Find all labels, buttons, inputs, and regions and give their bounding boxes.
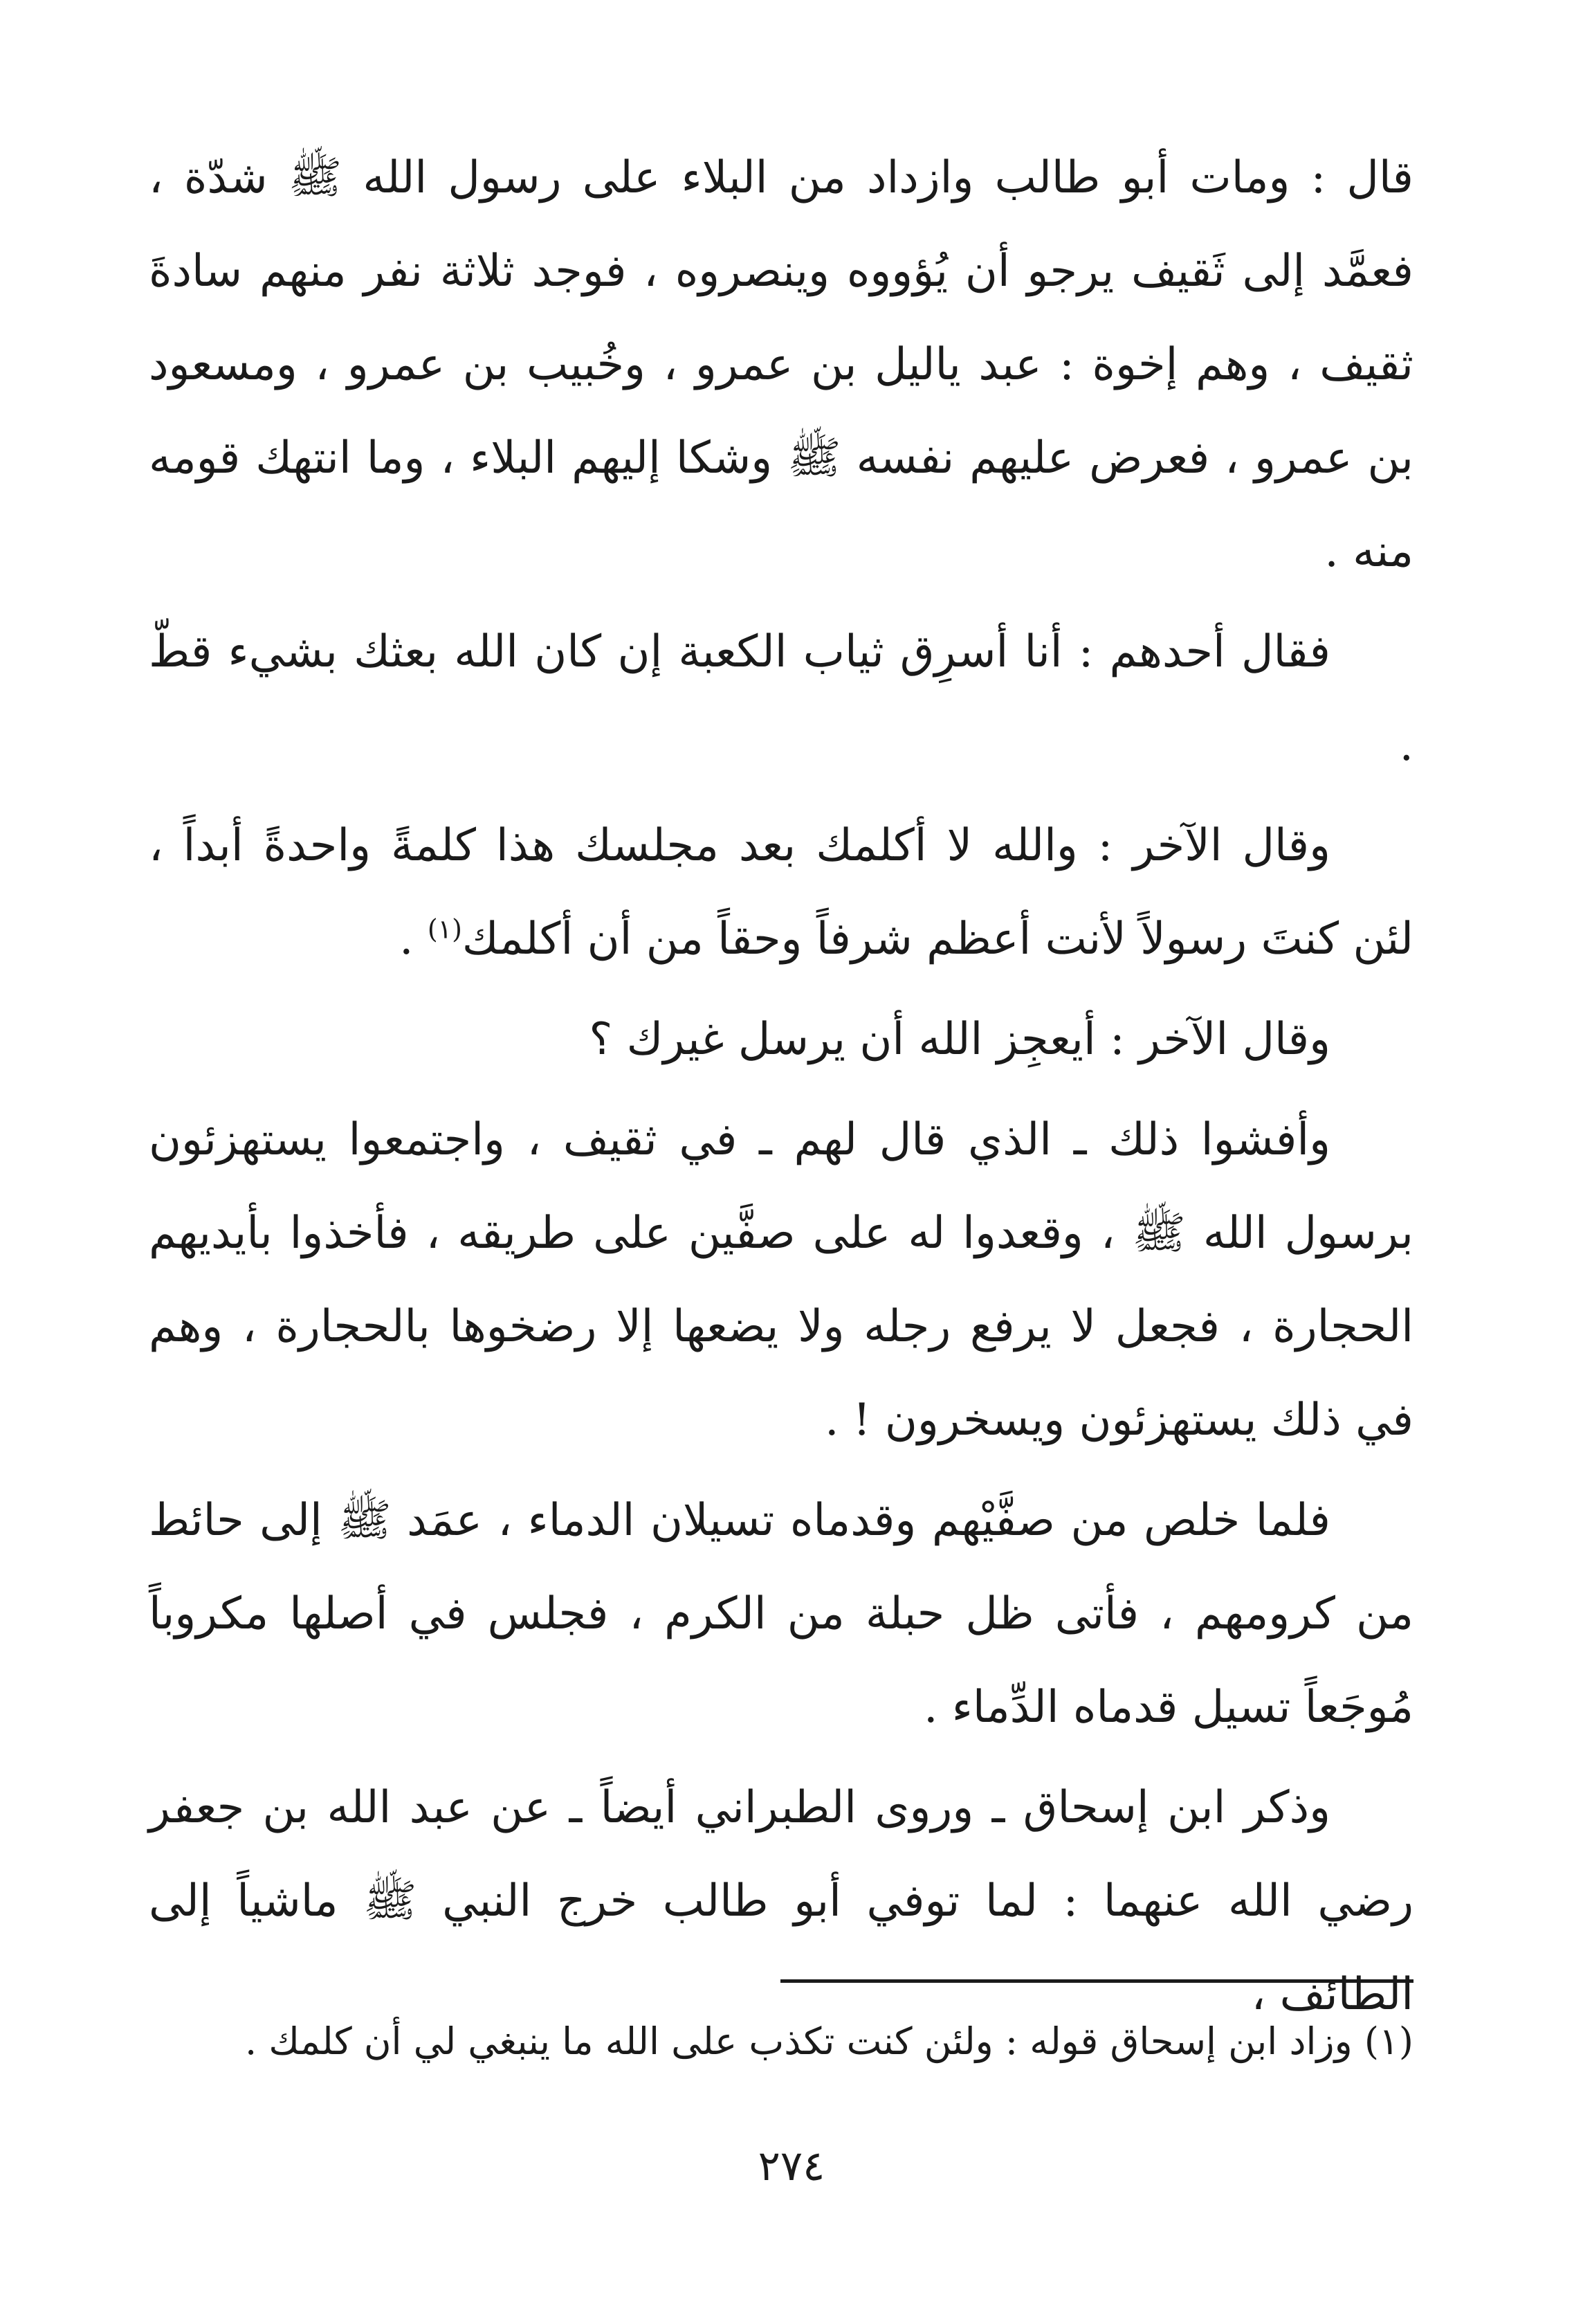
paragraph: وأفشوا ذلك ـ الذي قال لهم ـ في ثقيف ، واجتمعوا يستهزئون برسول الله ﷺ ، وقعدوا له على صفَّين على طريقه ، فأخذوا بأيديهم الحجارة ، فجعل لا يرفع رجله ولا يضعها إلا رضخوها بالحجارة ، وهم في ذلك يستهزئون ويسخرون ! .: [149, 1114, 1414, 1446]
paragraph: وذكر ابن إسحاق ـ وروى الطبراني أيضاً ـ عن عبد الله بن جعفر رضي الله عنهما : لما توفي أبو طالب خرج النبي ﷺ ماشياً إلى الطائف ،: [149, 1782, 1413, 2020]
paragraph: وقال الآخر : أيعجِز الله أن يرسل غيرك ؟: [589, 1014, 1330, 1065]
paragraph: فلما خلص من صفَّيْهم وقدماه تسيلان الدماء ، عمَد ﷺ إلى حائط من كرومهم ، فأتى ظل حبلة من الكرم ، فجلس في أصلها مكروباً مُوجَعاً تسيل قدماه الدِّماء .: [149, 1495, 1413, 1733]
page-number: ٢٧٤: [758, 2142, 825, 2190]
paragraph: [149, 799, 1413, 986]
paragraph: قال : ومات أبو طالب وازداد من البلاء على رسول الله ﷺ شدّة ، فعمَّد إلى ثَقيف يرجو أن يُؤووه وينصروه ، فوجد ثلاثة نفر منهم سادةَ ثقيف ، وهم إخوة : عبد ياليل بن عمرو ، وخُبيب بن عمرو ، ومسعود بن عمرو ، فعرض عليهم نفسه ﷺ وشكا إليهم البلاء ، وما انتهك قومه منه .: [149, 152, 1413, 577]
paragraph: فقال أحدهم : أنا أسرِق ثياب الكعبة إن كان الله بعثك بشيء قطّ .: [149, 626, 1413, 771]
footnote-reference[interactable]: (١): [427, 914, 462, 945]
footnote: (١) وزاد ابن إسحاق قوله : ولئن كنت تكذب على الله ما ينبغي لي أن كلمك .: [245, 2019, 1413, 2063]
main-text: [149, 131, 1413, 2049]
paragraph-text: .: [399, 914, 428, 965]
footnote-separator: [780, 1979, 1413, 1983]
paragraph-text: وقال الآخر : والله لا أكلمك بعد مجلسك هذا كلمةً واحدةً أبداً ، لئن كنتَ رسولاً لأنت أعظم شرفاً وحقاً من أن أكلمك: [149, 820, 1413, 965]
